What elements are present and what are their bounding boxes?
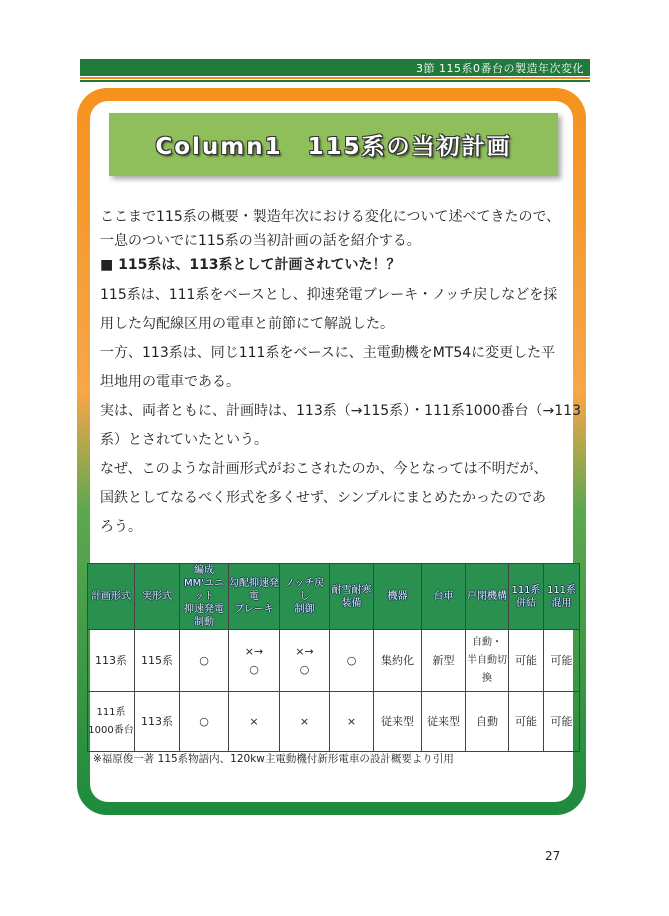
table-cell: ○ xyxy=(330,630,374,692)
comparison-table xyxy=(87,563,580,752)
text-line: ここまで115系の概要・製造年次における変化について述べてきたので、 xyxy=(100,209,561,225)
text-line: 系）とされていたという。 xyxy=(100,432,268,448)
header-divider-green xyxy=(80,80,590,82)
table-cell: 可能 xyxy=(544,630,580,692)
table-cell: 従来型 xyxy=(374,692,422,752)
text-line: なぜ、このような計画形式がおこされたのか、今となっては不明だが、 xyxy=(100,461,548,477)
table-footnote: ※福原俊一著 115系物語内、120kw主電動機付新形電車の設計概要より引用 xyxy=(93,753,454,765)
header-cell: 111系 併結 xyxy=(509,564,544,630)
section-header-band xyxy=(80,59,590,76)
header-cell: 機器 xyxy=(374,564,422,630)
column-title-banner xyxy=(109,113,558,176)
table-cell: 可能 xyxy=(509,630,544,692)
header-cell: 111系 混用 xyxy=(544,564,580,630)
table-cell: 113系 xyxy=(135,692,180,752)
table-cell: ○ xyxy=(180,630,229,692)
page-number: 27 xyxy=(545,849,561,863)
section-title: 3節 115系0番台の製造年次変化 xyxy=(416,62,584,75)
table-cell: 従来型 xyxy=(422,692,466,752)
header-cell: 戸閉機構 xyxy=(466,564,509,630)
header-cell: 勾配抑速発電 ブレーキ xyxy=(229,564,280,630)
paragraph-intro xyxy=(100,205,575,253)
text-line: 115系は、111系をベースとし、抑速発電ブレーキ・ノッチ戻しなどを採 xyxy=(100,287,558,303)
table-cell: × xyxy=(330,692,374,752)
header-cell: 台車 xyxy=(422,564,466,630)
header-cell: 編成MM'ユニット 抑速発電制動 xyxy=(180,564,229,630)
table-cell: 新型 xyxy=(422,630,466,692)
table-cell: × xyxy=(229,692,280,752)
table-cell: 可能 xyxy=(544,692,580,752)
text-line: 一方、113系は、同じ111系をベースに、主電動機をMT54に変更した平 xyxy=(100,345,556,361)
table-cell: 113系 xyxy=(88,630,135,692)
table-cell: 集約化 xyxy=(374,630,422,692)
header-divider-orange xyxy=(80,77,590,79)
table-cell: 111系 1000番台 xyxy=(88,692,135,752)
paragraph-body xyxy=(100,281,581,542)
table-cell: 115系 xyxy=(135,630,180,692)
table-cell: 自動 xyxy=(466,692,509,752)
table-row xyxy=(88,630,580,692)
text-line: 実は、両者ともに、計画時は、113系（→115系）・111系1000番台（→113 xyxy=(100,403,581,419)
header-cell: 耐雪耐寒 装備 xyxy=(330,564,374,630)
header-cell: 計画形式 xyxy=(88,564,135,630)
heading-text: ■ 115系は、113系として計画されていた！？ xyxy=(100,257,401,273)
table-row xyxy=(88,692,580,752)
header-cell: ノッチ戻し 制御 xyxy=(280,564,330,630)
text-line: 国鉄としてなるべく形式を多くせず、シンプルにまとめたかったのであ xyxy=(100,490,546,506)
section-heading xyxy=(100,253,575,277)
table-header-row xyxy=(88,564,580,630)
table-cell: ×→ ○ xyxy=(280,630,330,692)
text-line: 一息のついでに115系の当初計画の話を紹介する。 xyxy=(100,233,421,249)
table-cell: ○ xyxy=(180,692,229,752)
text-line: ろう。 xyxy=(100,519,142,535)
table-cell: 自動・ 半自動切換 xyxy=(466,630,509,692)
header-cell: 実形式 xyxy=(135,564,180,630)
text-line: 坦地用の電車である。 xyxy=(100,374,240,390)
table-cell: 可能 xyxy=(509,692,544,752)
text-line: 用した勾配線区用の電車と前節にて解説した。 xyxy=(100,316,394,332)
table-cell: × xyxy=(280,692,330,752)
table-cell: ×→ ○ xyxy=(229,630,280,692)
column-title: Column1 115系の当初計画 xyxy=(155,134,512,160)
